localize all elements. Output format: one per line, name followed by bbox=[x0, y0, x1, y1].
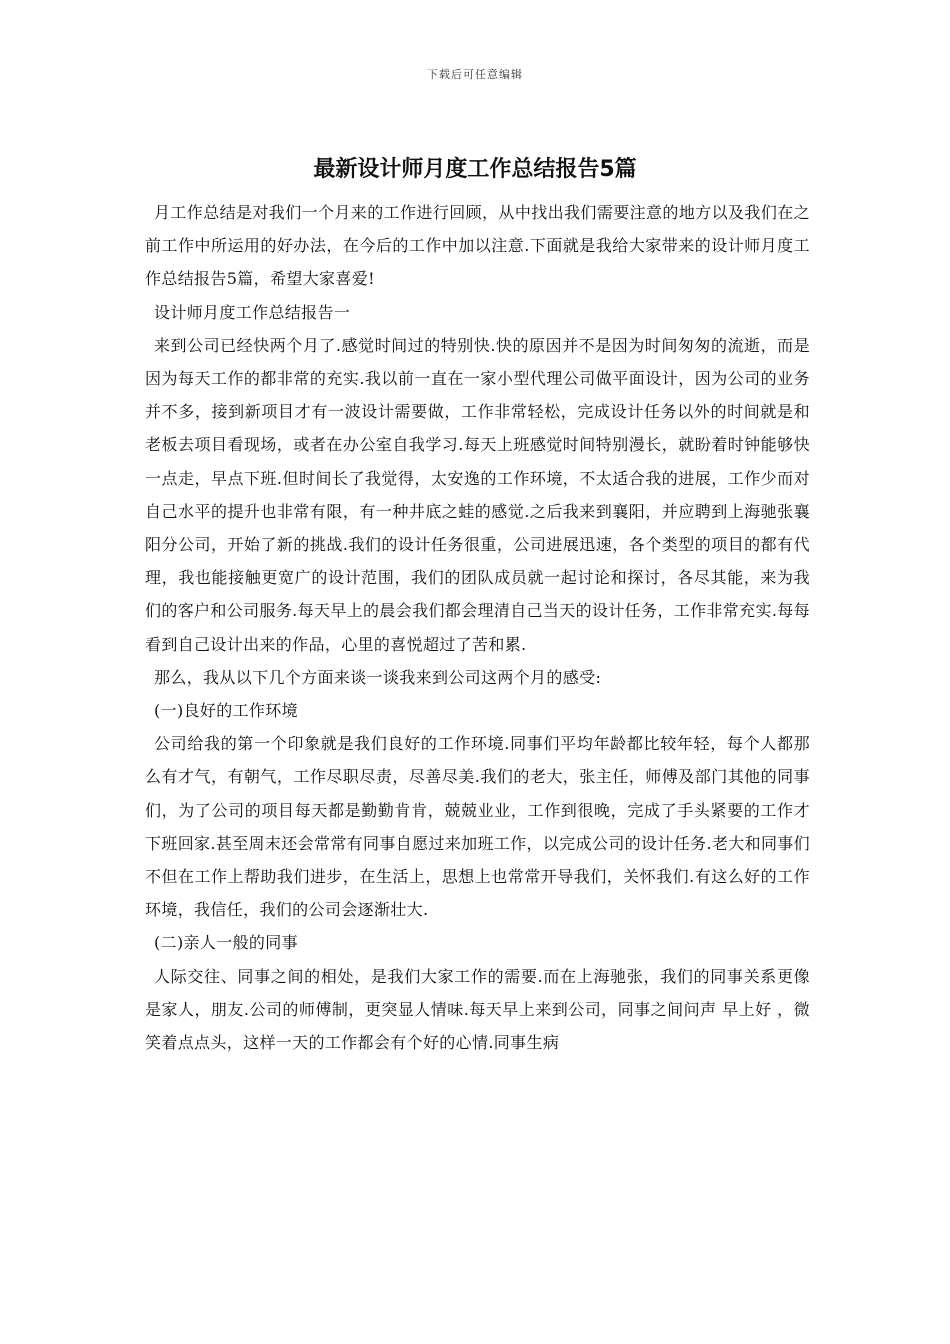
document-title: 最新设计师月度工作总结报告5篇 bbox=[313, 157, 637, 182]
body-paragraph: 人际交往、同事之间的相处，是我们大家工作的需要.而在上海驰张，我们的同事关系更像是家人，朋友.公司的师傅制，更突显人情味.每天早上来到公司，同事之间问声 早上好 ，微笑着点点头，这样一天的工作都会有个好的心情.同事生病 bbox=[145, 966, 810, 1053]
subheading-colleagues: (二)亲人一般的同事 bbox=[154, 933, 298, 953]
intro-paragraph: 月工作总结是对我们一个月来的工作进行回顾，从中找出我们需要注意的地方以及我们在之前工作中所运用的好办法，在今后的工作中加以注意.下面就是我给大家带来的设计师月度工作总结报告5篇，希望大家喜爱! bbox=[145, 203, 810, 289]
document-body bbox=[145, 196, 810, 1059]
subheading-work-environment: (一)良好的工作环境 bbox=[154, 701, 298, 721]
section-heading-report-one: 设计师月度工作总结报告一 bbox=[154, 302, 351, 322]
body-paragraph: 那么，我从以下几个方面来谈一谈我来到公司这两个月的感受: bbox=[154, 667, 602, 687]
header-note: 下载后可任意编辑 bbox=[427, 68, 523, 81]
body-paragraph: 公司给我的第一个印象就是我们良好的工作环境.同事们平均年龄都比较年轻，每个人都那么有才气，有朝气，工作尽职尽责，尽善尽美.我们的老大，张主任，师傅及部门其他的同事们，为了公司的项目每天都是勤勤肯肯，兢兢业业，工作到很晚，完成了手头紧要的工作才下班回家.甚至周末还会常常有同事自愿过来加班工作，以完成公司的设计任务.老大和同事们不但在工作上帮助我们进步，在生活上，思想上也常常开导我们，关怀我们.有这么好的工作环境，我信任，我们的公司会逐渐壮大. bbox=[145, 734, 810, 920]
body-paragraph: 来到公司已经快两个月了.感觉时间过的特别快.快的原因并不是因为时间匆匆的流逝，而是因为每天工作的都非常的充实.我以前一直在一家小型代理公司做平面设计，因为公司的业务并不多，接到新项目才有一波设计需要做，工作非常轻松，完成设计任务以外的时间就是和老板去项目看现场，或者在办公室自我学习.每天上班感觉时间特别漫长，就盼着时钟能够快一点走，早点下班.但时间长了我觉得，太安逸的工作环境，不太适合我的进展，工作少而对自己水平的提升也非常有限，有一种井底之蛙的感觉.之后我来到襄阳，并应聘到上海驰张襄阳分公司，开始了新的挑战.我们的设计任务很重，公司进展迅速，各个类型的项目的都有代理，我也能接触更宽广的设计范围，我们的团队成员就一起讨论和探讨，各尽其能，来为我们的客户和公司服务.每天早上的晨会我们都会理清自己当天的设计任务，工作非常充实.每每看到自己设计出来的作品，心里的喜悦超过了苦和累. bbox=[145, 335, 810, 654]
